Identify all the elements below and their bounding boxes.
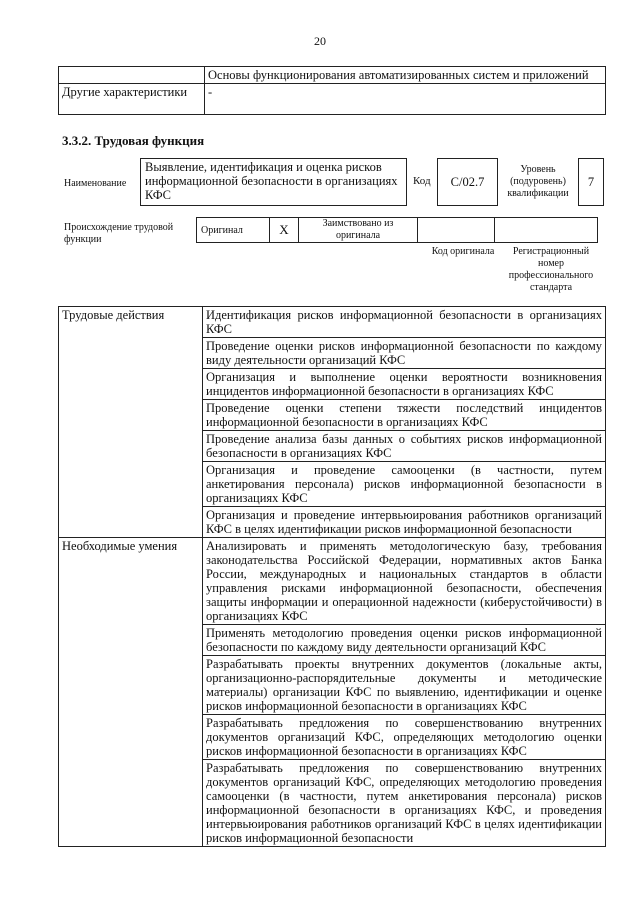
code-original-cell [418,218,495,243]
action-item: Организация и выполнение оценки вероятности возникновения инцидентов информационной безопасности в организациях КФС [203,369,606,400]
origin-label: Происхождение трудовой функции [64,222,174,245]
level-label: Уровень (подуровень) квалификации [507,164,569,199]
top-table-knowledge-cell: Основы функционирования автоматизированных систем и приложений [205,67,606,84]
skill-item: Разрабатывать предложения по совершенствованию внутренних документов организаций КФС, определяющих методологию проведения самооценки (в частности, путем анкетирования персонала) рисков информационной безопасности в организациях КФС, и проведения интервьюирования работников организаций КФС в целях идентификации рисков информационной безопасности [203,760,606,847]
action-item: Проведение оценки рисков информационной безопасности по каждому виду деятельности организаций КФС [203,338,606,369]
other-characteristics-value: - [205,84,606,115]
original-mark: X [270,218,299,243]
other-characteristics-label: Другие характеристики [59,84,205,115]
actions-label: Трудовые действия [59,307,203,538]
page-number: 20 [314,34,326,48]
top-table [58,66,606,115]
skill-item: Разрабатывать проекты внутренних документов (локальные акты, организационно-распорядительные документы и методические материалы) организации КФС по выявлению, идентификации и оценке рисков информационной безопасности в организациях КФС [203,656,606,715]
top-table-empty-cell [59,67,205,84]
borrowed-label: Заимствовано из оригинала [299,218,418,243]
main-table [58,306,606,847]
action-item: Организация и проведение самооценки (в частности, путем анкетирования персонала) рисков информационной безопасности в организациях КФС [203,462,606,507]
original-label: Оригинал [197,218,270,243]
code-value: С/02.7 [437,158,498,206]
code-label: Код [413,175,431,187]
origin-table [196,217,598,243]
skill-item: Разрабатывать предложения по совершенствованию внутренних документов организаций КФС, определяющих методологию оценки рисков информационной безопасности в организациях КФС [203,715,606,760]
name-label: Наименование [64,178,127,189]
skill-item: Применять методологию проведения оценки рисков информационной безопасности по каждому виду деятельности организаций КФС [203,625,606,656]
skill-item: Анализировать и применять методологическую базу, требования законодательства Российской Федерации, нормативных актов Банка России, международных и национальных стандартов в области управления рисками информационной безопасности, обеспечения защиты информации и операционной надежности (киберустойчивости) в организациях КФС [203,538,606,625]
reg-number-caption: Регистрационный номер профессионального стандарта [508,246,594,293]
action-item: Идентификация рисков информационной безопасности в организациях КФС [203,307,606,338]
function-name: Выявление, идентификация и оценка рисков информационной безопасности в организациях КФС [140,158,407,206]
skills-label: Необходимые умения [59,538,203,847]
action-item: Проведение анализа базы данных о событиях рисков информационной безопасности в организациях КФС [203,431,606,462]
reg-number-cell [495,218,598,243]
level-value: 7 [578,158,604,206]
code-original-caption: Код оригинала [431,246,495,257]
section-title: 3.3.2. Трудовая функция [62,133,205,148]
action-item: Организация и проведение интервьюирования работников организаций КФС в целях идентификации рисков информационной безопасности [203,507,606,538]
action-item: Проведение оценки степени тяжести последствий инцидентов информационной безопасности в организациях КФС [203,400,606,431]
